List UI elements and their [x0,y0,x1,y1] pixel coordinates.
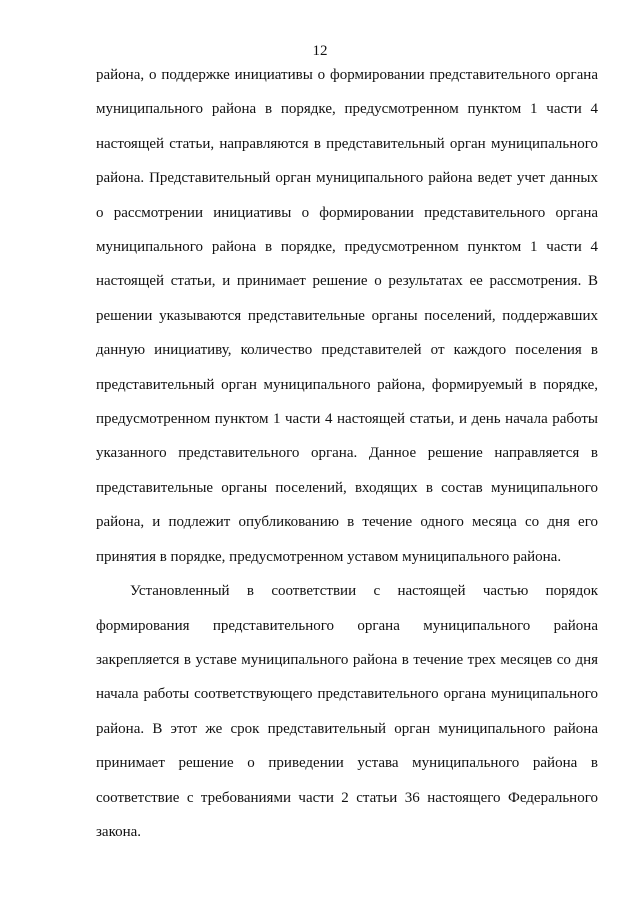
paragraph-formation-procedure: Установленный в соответствии с настоящей частью порядок формирования представительного органа муниципального района закрепляется в уставе муниципального района в течение трех месяцев со дня начала работы соответствующего представительного органа муниципального района. В этот же срок представительный орган муниципального района принимает решение о приведении устава муниципального района в соответствие с требованиями части 2 статьи 36 настоящего Федерального закона. [96,583,598,840]
document-body [96,58,598,849]
page-number: 12 [312,43,328,59]
paragraph-continuation: района, о поддержке инициативы о формировании представительного органа муниципального района в порядке, предусмотренном пунктом 1 части 4 настоящей статьи, направляются в представительный орган муниципального района. Представительный орган муниципального района ведет учет данных о рассмотрении инициативы о формировании представительного органа муниципального района в порядке, предусмотренном пунктом 1 части 4 настоящей статьи, и принимает решение о результатах ее рассмотрения. В решении указываются представительные органы поселений, поддержавших данную инициативу, количество представителей от каждого поселения в представительный орган муниципального района, формируемый в порядке, предусмотренном пунктом 1 части 4 настоящей статьи, и день начала работы указанного представительного органа. Данное решение направляется в представительные органы поселений, входящих в состав муниципального района, и подлежит опубликованию в течение одного месяца со дня его принятия в порядке, предусмотренном уставом муниципального района. [96,67,598,565]
